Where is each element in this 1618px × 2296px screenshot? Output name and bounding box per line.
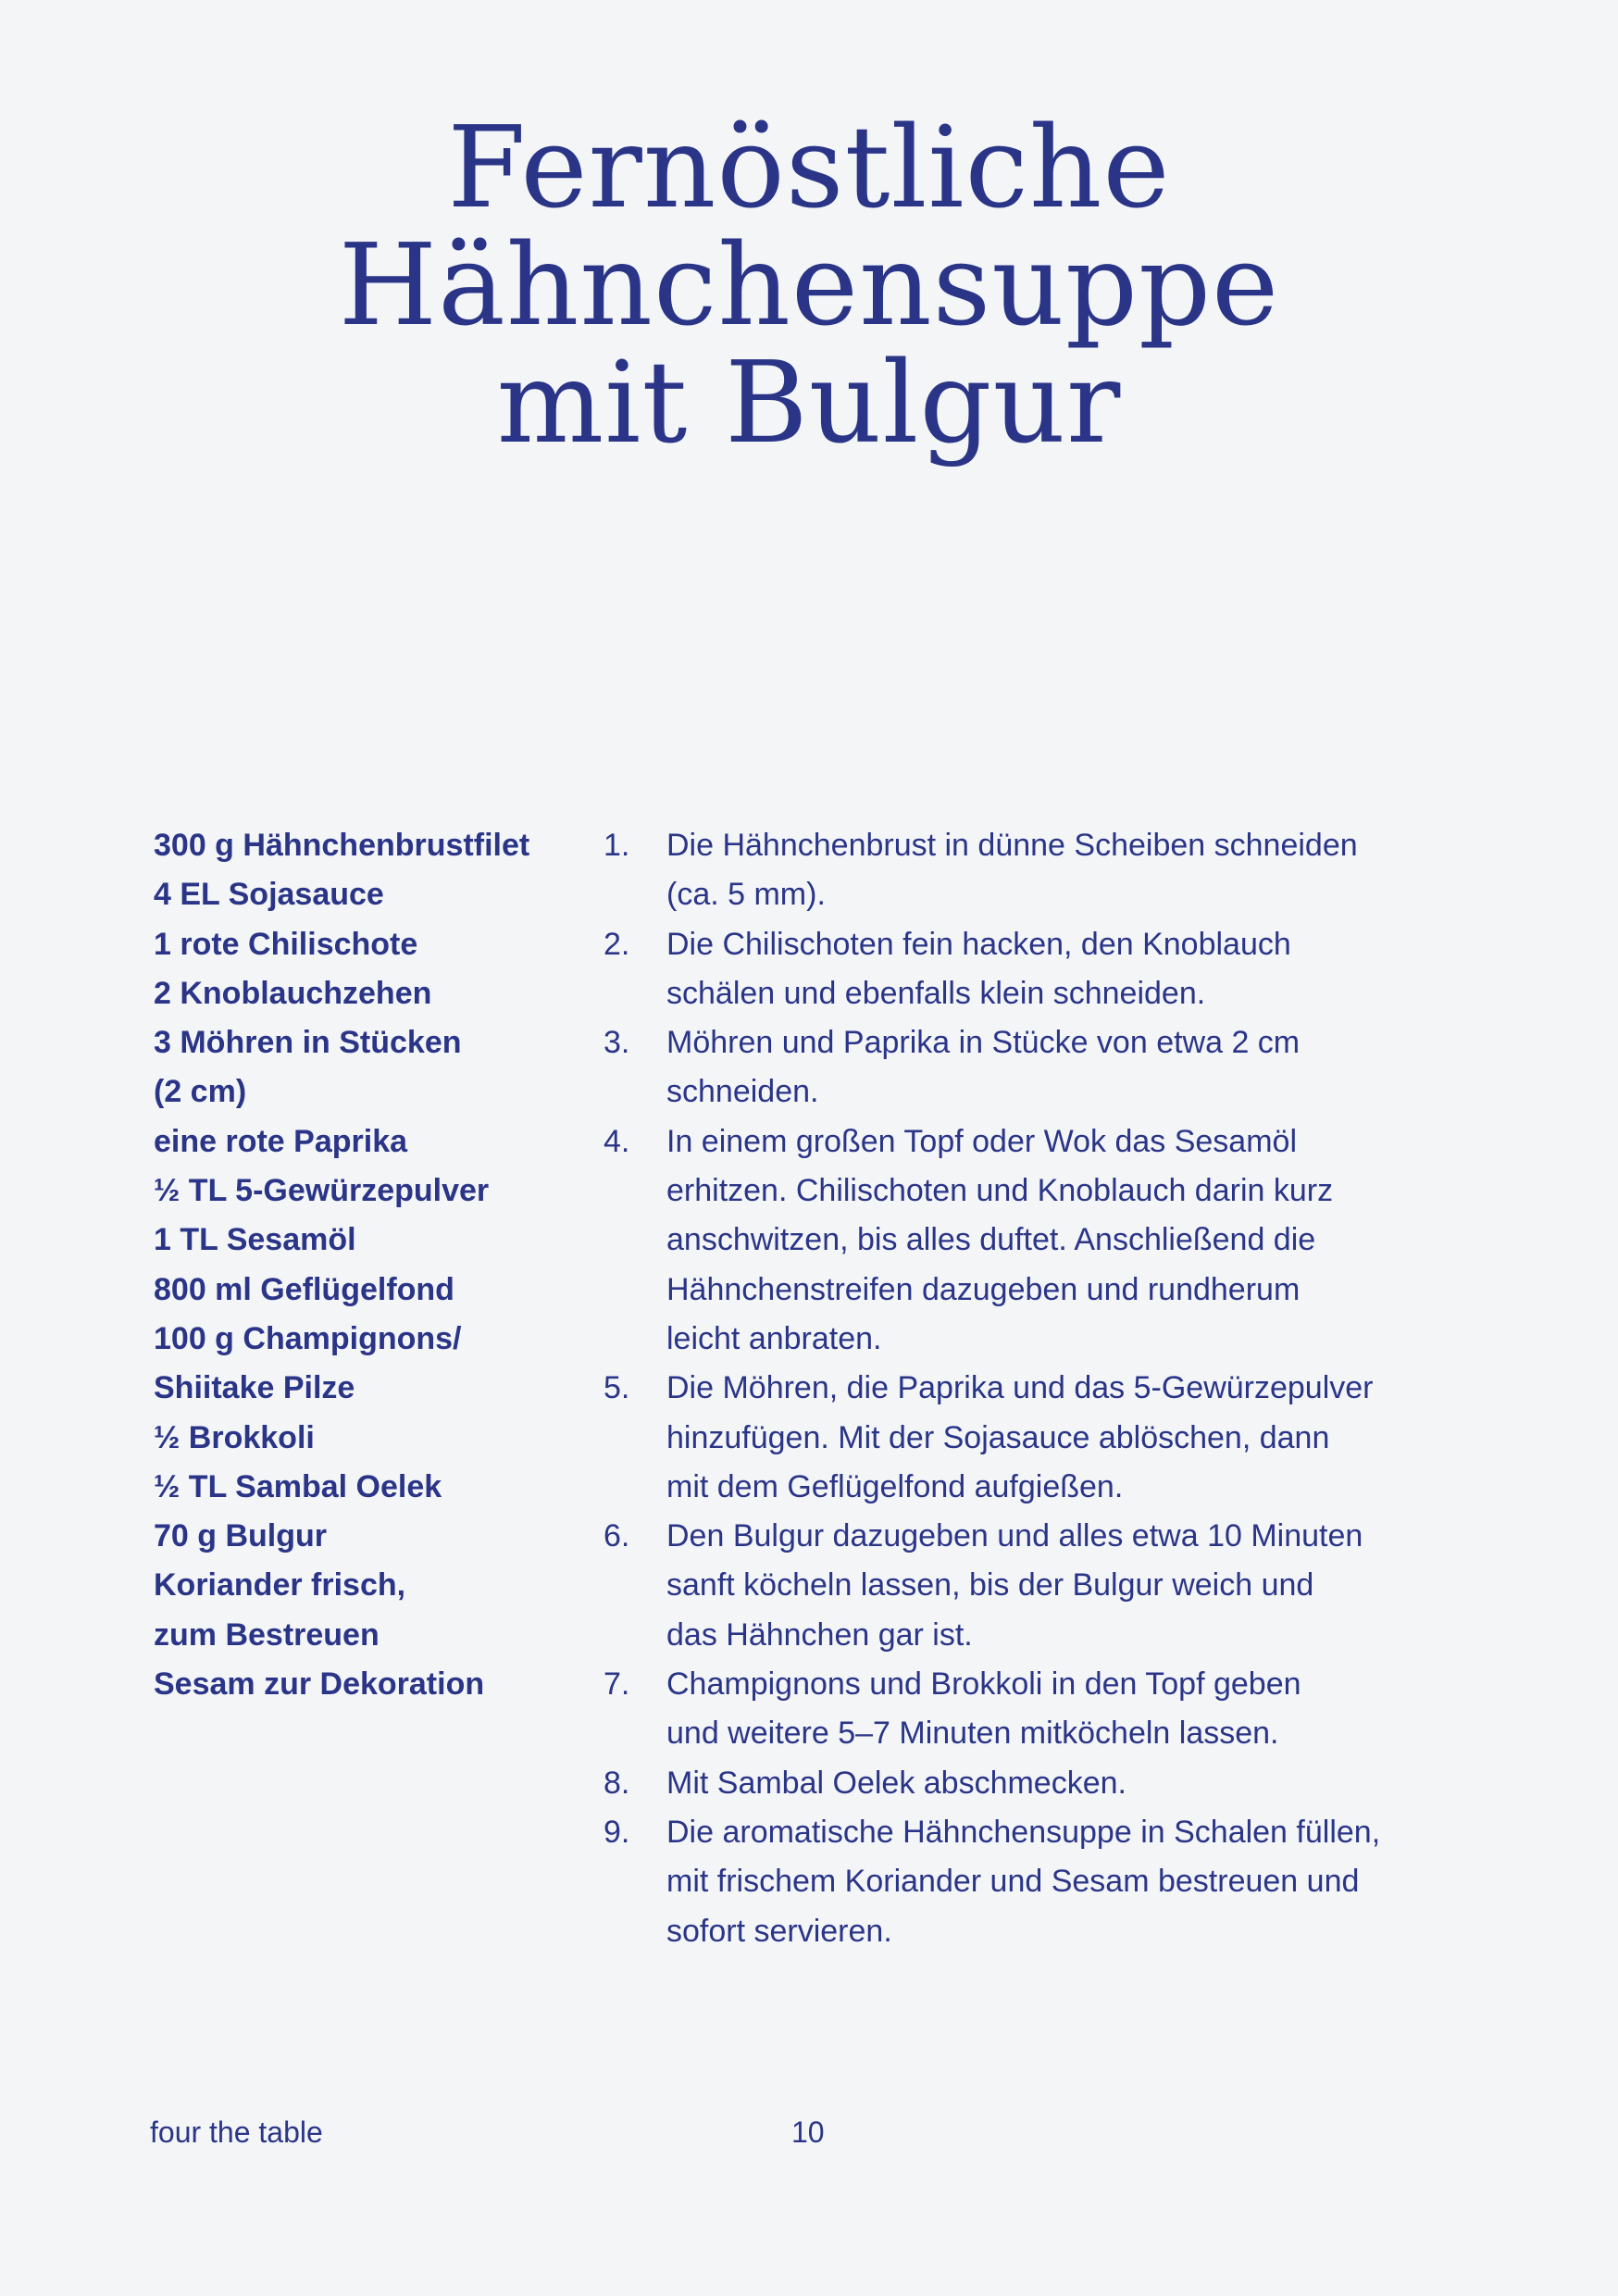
ingredient-item: ½ Brokkoli	[154, 1419, 315, 1455]
instruction-step	[604, 920, 1492, 969]
step-number: 1.	[604, 828, 630, 863]
step-text: anschwitzen, bis alles duftet. Anschließend die	[666, 1222, 1316, 1258]
ingredient-item: zum Bestreuen	[154, 1616, 380, 1653]
step-number	[604, 1463, 666, 1512]
instruction-step	[604, 821, 1492, 870]
ingredient-item: 800 ml Geflügelfond	[154, 1271, 454, 1307]
page-number: 10	[791, 2115, 825, 2149]
step-text: schneiden.	[666, 1074, 819, 1110]
instruction-step	[604, 1364, 1492, 1413]
instruction-step-continuation	[604, 1463, 1492, 1512]
step-text: sofort servieren.	[666, 1913, 892, 1949]
ingredient-item: 1 TL Sesamöl	[154, 1222, 356, 1258]
step-number: 2.	[604, 926, 630, 962]
step-number: 9.	[604, 1814, 630, 1850]
ingredient-item: 1 rote Chilischote	[154, 926, 418, 962]
step-text: Den Bulgur dazugeben und alles etwa 10 Minuten	[666, 1518, 1363, 1554]
ingredient-item: eine rote Paprika	[154, 1123, 408, 1159]
step-number	[604, 1857, 666, 1906]
step-text: Champignons und Brokkoli in den Topf geben	[666, 1666, 1301, 1703]
step-number	[604, 1611, 666, 1660]
instruction-step-continuation	[604, 1067, 1492, 1117]
instruction-step	[604, 1759, 1492, 1808]
step-number	[604, 1167, 666, 1216]
step-number: 8.	[604, 1765, 630, 1801]
step-text: erhitzen. Chilischoten und Knoblauch darin kurz	[666, 1173, 1334, 1209]
step-number	[604, 1709, 666, 1758]
instruction-step	[604, 1808, 1492, 1857]
step-text: Die Chilischoten fein hacken, den Knoblauch	[666, 926, 1291, 962]
instruction-step-continuation	[604, 969, 1492, 1018]
instruction-step-continuation	[604, 1414, 1492, 1463]
ingredient-item: 3 Möhren in Stücken	[154, 1025, 462, 1061]
recipe-title-line-1: Fernöstliche	[447, 102, 1171, 233]
step-text: Möhren und Paprika in Stücke von etwa 2 cm	[666, 1025, 1301, 1061]
instruction-step-continuation	[604, 1857, 1492, 1906]
instruction-step-continuation	[604, 1907, 1492, 1956]
ingredient-item: Shiitake Pilze	[154, 1370, 355, 1406]
step-number	[604, 870, 666, 919]
ingredient-item: Koriander frisch,	[154, 1567, 406, 1603]
instruction-step	[604, 1117, 1492, 1167]
step-text: Die aromatische Hähnchensuppe in Schalen füllen,	[666, 1814, 1381, 1850]
step-text: mit dem Geflügelfond aufgießen.	[666, 1468, 1124, 1504]
step-number: 5.	[604, 1370, 630, 1406]
instruction-step-continuation	[604, 1611, 1492, 1660]
ingredient-item: Sesam zur Dekoration	[154, 1666, 485, 1703]
ingredient-list	[154, 821, 589, 1709]
step-text: leicht anbraten.	[666, 1320, 882, 1356]
step-number: 4.	[604, 1123, 630, 1159]
step-text: sanft köcheln lassen, bis der Bulgur weich und	[666, 1567, 1314, 1603]
recipe-title-line-2: Hähnchensuppe	[338, 219, 1280, 351]
instruction-step-continuation	[604, 1167, 1492, 1216]
step-number	[604, 1067, 666, 1117]
ingredient-item: 4 EL Sojasauce	[154, 877, 384, 913]
step-text: (ca. 5 mm).	[666, 877, 826, 913]
ingredient-item: 100 g Champignons/	[154, 1320, 462, 1356]
step-text: mit frischem Koriander und Sesam bestreuen und	[666, 1864, 1360, 1900]
step-number	[604, 969, 666, 1018]
instruction-step	[604, 1660, 1492, 1709]
step-number: 6.	[604, 1518, 630, 1554]
instruction-step-continuation	[604, 870, 1492, 919]
step-text: Die Möhren, die Paprika und das 5-Gewürzepulver	[666, 1370, 1374, 1406]
step-text: Die Hähnchenbrust in dünne Scheiben schneiden	[666, 828, 1358, 863]
recipe-title	[93, 102, 1525, 468]
instruction-step-continuation	[604, 1266, 1492, 1315]
step-text: hinzufügen. Mit der Sojasauce ablöschen, dann	[666, 1419, 1330, 1455]
step-text: das Hähnchen gar ist.	[666, 1616, 973, 1653]
ingredient-item: ½ TL Sambal Oelek	[154, 1468, 442, 1504]
instruction-step-continuation	[604, 1561, 1492, 1610]
ingredient-item: ½ TL 5-Gewürzepulver	[154, 1173, 490, 1209]
instruction-step-continuation	[604, 1709, 1492, 1758]
instruction-step	[604, 1018, 1492, 1067]
step-number: 3.	[604, 1025, 630, 1061]
ingredient-item: 300 g Hähnchenbrustfilet	[154, 828, 530, 863]
ingredient-item: 2 Knoblauchzehen	[154, 975, 432, 1011]
recipe-title-line-3: mit Bulgur	[496, 337, 1122, 468]
ingredient-item: 70 g Bulgur	[154, 1518, 328, 1554]
step-number	[604, 1216, 666, 1265]
step-number	[604, 1561, 666, 1610]
instruction-step-continuation	[604, 1216, 1492, 1265]
instruction-list	[604, 821, 1492, 1956]
step-text: Mit Sambal Oelek abschmecken.	[666, 1765, 1126, 1801]
step-number: 7.	[604, 1666, 630, 1703]
instruction-step-continuation	[604, 1315, 1492, 1364]
step-text: Hähnchenstreifen dazugeben und rundherum	[666, 1271, 1301, 1307]
instruction-step	[604, 1512, 1492, 1561]
step-text: und weitere 5–7 Minuten mitköcheln lassen.	[666, 1716, 1279, 1752]
step-number	[604, 1907, 666, 1956]
step-text: schälen und ebenfalls klein schneiden.	[666, 975, 1206, 1011]
ingredient-item: (2 cm)	[154, 1074, 247, 1110]
footer-brand: four the table	[150, 2115, 323, 2149]
step-number	[604, 1414, 666, 1463]
step-number	[604, 1315, 666, 1364]
step-number	[604, 1266, 666, 1315]
step-text: In einem großen Topf oder Wok das Sesamöl	[666, 1123, 1297, 1159]
